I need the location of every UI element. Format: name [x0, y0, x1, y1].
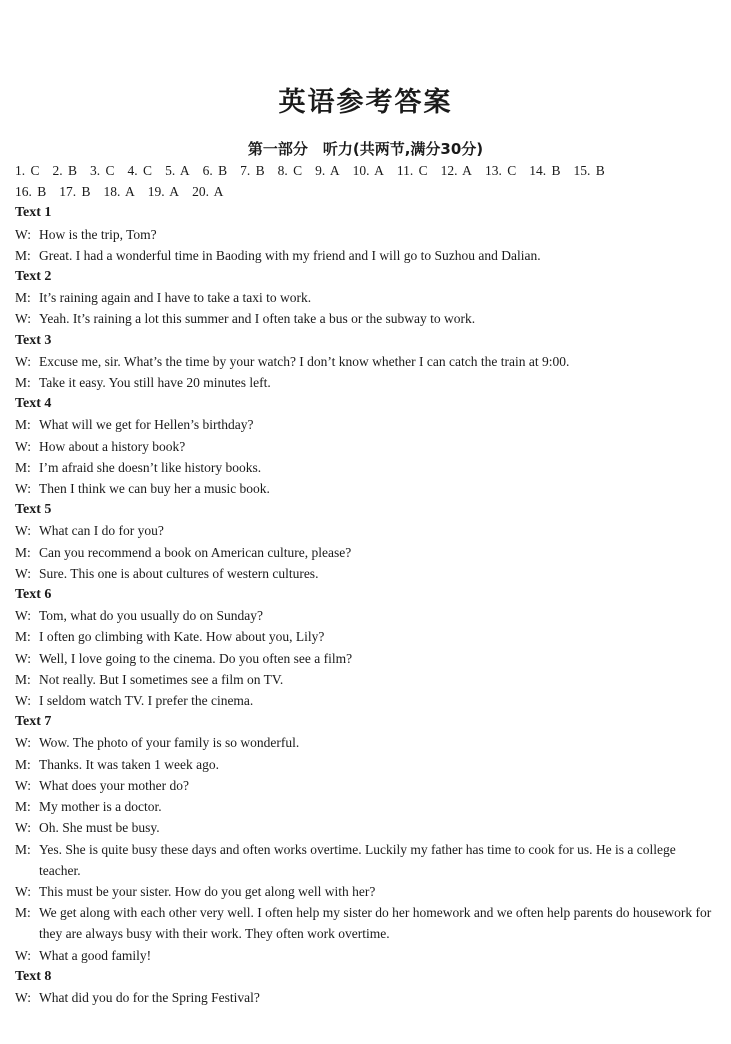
answer-item: 7. B [240, 163, 265, 178]
speaker-label: W: [15, 523, 31, 539]
transcript-section [15, 393, 720, 499]
dialogue-line [15, 987, 720, 1008]
dialogue-line [15, 626, 720, 647]
answer-item: 11. C [396, 163, 428, 178]
answer-item: 2. B [52, 163, 78, 178]
answer-item: 15. B [573, 163, 605, 178]
dialogue-line [15, 754, 720, 775]
transcript-section [15, 266, 720, 330]
speaker-label: W: [15, 820, 31, 836]
dialogue-text: It’s raining again and I have to take a taxi to work. [39, 290, 312, 306]
transcript-section [15, 584, 720, 711]
dialogue-text: Wow. The photo of your family is so wonderful. [39, 735, 300, 751]
answer-item: 20. A [192, 184, 224, 200]
speaker-label: M: [15, 671, 31, 687]
speaker-label: W: [15, 311, 31, 327]
answer-item: 18. A [103, 184, 135, 200]
transcript-title: Text 7 [15, 714, 52, 730]
transcript-title: Text 2 [15, 269, 52, 285]
speaker-label: M: [15, 756, 31, 772]
dialogue-text: Oh. She must be busy. [39, 820, 160, 836]
transcript-section [15, 330, 720, 394]
dialogue-line [15, 563, 720, 584]
speaker-label: W: [15, 650, 31, 666]
dialogue-line [15, 414, 720, 435]
speaker-label: W: [15, 353, 31, 369]
dialogue-text: Tom, what do you usually do on Sunday? [39, 608, 264, 624]
dialogue-line [15, 308, 720, 329]
dialogue-line [15, 796, 720, 817]
answer-item: 9. A [315, 163, 340, 178]
dialogue-text: Sure. This one is about cultures of western cultures. [39, 565, 319, 581]
dialogue-text: What a good family! [39, 947, 152, 963]
answer-item: 19. A [147, 184, 180, 200]
answer-item: 16. B [15, 184, 47, 200]
answer-list [15, 160, 720, 202]
speaker-label: W: [15, 989, 31, 1005]
speaker-label: M: [15, 841, 31, 857]
dialogue-text: Yes. She is quite busy these days and often works overtime. Luckily my father has time to cook for us. He is a college teacher. [39, 841, 676, 878]
answer-item: 3. C [90, 163, 115, 178]
dialogue-text: Great. I had a wonderful time in Baoding with my friend and I will go to Suzhou and Dalian. [39, 247, 541, 263]
transcript-title: Text 5 [15, 502, 52, 518]
dialogue-text: What will we get for Hellen’s birthday? [39, 417, 254, 433]
answer-item: 17. B [59, 184, 91, 200]
dialogue-line [15, 881, 720, 902]
speaker-label: M: [15, 417, 31, 433]
speaker-label: M: [15, 544, 31, 560]
speaker-label: M: [15, 375, 31, 391]
dialogue-text: Yeah. It’s raining a lot this summer and I often take a bus or the subway to work. [39, 311, 476, 327]
dialogue-text: Can you recommend a book on American culture, please? [39, 544, 352, 560]
dialogue-text: What does your mother do? [39, 777, 189, 793]
dialogue-text: This must be your sister. How do you get along well with her? [39, 883, 376, 899]
transcript-section [15, 499, 720, 584]
speaker-label: W: [15, 735, 31, 751]
dialogue-line [15, 945, 720, 966]
answer-item: 1. C [15, 163, 40, 178]
speaker-label: W: [15, 693, 31, 709]
dialogue-line [15, 775, 720, 796]
speaker-label: W: [15, 481, 31, 497]
dialogue-line [15, 817, 720, 838]
answer-item: 8. C [277, 163, 303, 178]
speaker-label: M: [15, 905, 31, 921]
listening-transcripts [15, 202, 720, 1008]
dialogue-text: Well, I love going to the cinema. Do you often see a film? [39, 650, 353, 666]
dialogue-line [15, 520, 720, 541]
dialogue-line [15, 690, 720, 711]
dialogue-line [15, 902, 720, 944]
speaker-label: W: [15, 608, 31, 624]
transcript-title: Text 4 [15, 396, 52, 412]
answer-row-2 [15, 181, 720, 202]
dialogue-line [15, 287, 720, 308]
dialogue-text: What did you do for the Spring Festival? [39, 989, 260, 1005]
dialogue-text: Not really. But I sometimes see a film on TV. [39, 671, 284, 687]
dialogue-text: I’m afraid she doesn’t like history books. [39, 459, 262, 475]
speaker-label: M: [15, 247, 31, 263]
speaker-label: M: [15, 629, 31, 645]
answer-item: 12. A [440, 163, 472, 178]
dialogue-text: We get along with each other very well. I often help my sister do her homework and we often help parents do housework for they are always busy with their work. They often work overtime. [39, 905, 712, 942]
dialogue-line [15, 542, 720, 563]
dialogue-line [15, 436, 720, 457]
speaker-label: W: [15, 226, 31, 242]
dialogue-line [15, 351, 720, 372]
dialogue-line [15, 372, 720, 393]
dialogue-text: Thanks. It was taken 1 week ago. [39, 756, 219, 772]
speaker-label: M: [15, 290, 31, 306]
transcript-section [15, 711, 720, 965]
dialogue-text: I often go climbing with Kate. How about you, Lily? [39, 629, 325, 645]
transcript-title: Text 6 [15, 587, 52, 603]
dialogue-line [15, 605, 720, 626]
dialogue-text: What can I do for you? [39, 523, 164, 539]
dialogue-text: My mother is a doctor. [39, 799, 162, 815]
dialogue-line [15, 478, 720, 499]
speaker-label: W: [15, 565, 31, 581]
transcript-section [15, 202, 720, 266]
answer-item: 5. A [165, 163, 190, 178]
page-title: 英语参考答案 [278, 87, 453, 118]
speaker-label: W: [15, 438, 31, 454]
answer-item: 6. B [202, 163, 228, 178]
transcript-title: Text 1 [15, 205, 52, 221]
dialogue-text: Then I think we can buy her a music book. [39, 481, 270, 497]
answer-item: 4. C [127, 163, 153, 178]
answer-item: 13. C [484, 163, 517, 178]
speaker-label: M: [15, 459, 31, 475]
dialogue-line [15, 224, 720, 245]
answer-item: 10. A [352, 163, 384, 178]
speaker-label: W: [15, 883, 31, 899]
answer-row-1 [15, 160, 720, 181]
part-title: 第一部分 听力(共两节,满分30分) [247, 140, 484, 158]
dialogue-line [15, 648, 720, 669]
dialogue-text: How is the trip, Tom? [39, 226, 157, 242]
dialogue-line [15, 732, 720, 753]
transcript-section [15, 966, 720, 1008]
speaker-label: W: [15, 947, 31, 963]
transcript-title: Text 8 [15, 968, 52, 984]
answer-item: 14. B [529, 163, 561, 178]
transcript-title: Text 3 [15, 332, 52, 348]
dialogue-text: How about a history book? [39, 438, 186, 454]
dialogue-text: Excuse me, sir. What’s the time by your watch? I don’t know whether I can catch the train at 9:00. [39, 353, 570, 369]
dialogue-text: Take it easy. You still have 20 minutes left. [39, 375, 271, 391]
page-content [15, 160, 720, 1008]
dialogue-line [15, 245, 720, 266]
dialogue-line [15, 669, 720, 690]
dialogue-line [15, 839, 720, 881]
speaker-label: W: [15, 777, 31, 793]
speaker-label: M: [15, 799, 31, 815]
dialogue-text: I seldom watch TV. I prefer the cinema. [39, 693, 254, 709]
dialogue-line [15, 457, 720, 478]
